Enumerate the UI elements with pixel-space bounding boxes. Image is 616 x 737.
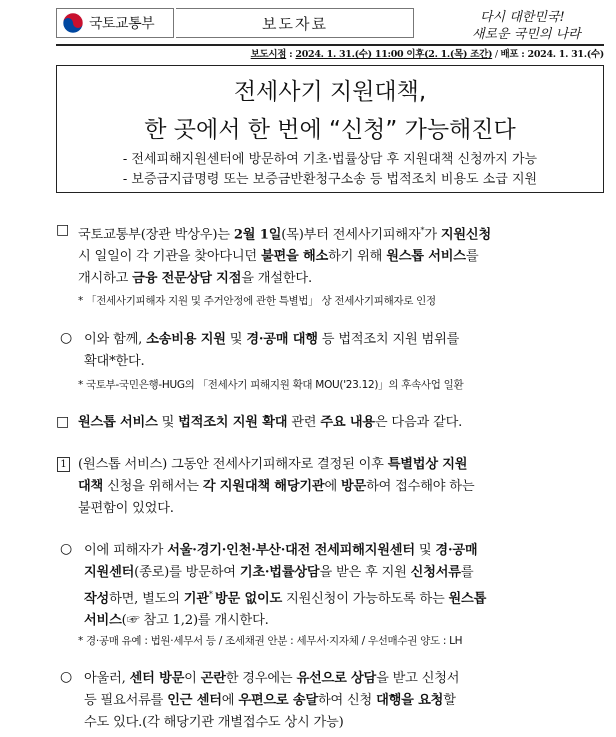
p1-line-1: 국토교통부(장관 박상우)는 2월 1일(목)부터 전세사기피해자*가 지원신청	[78, 226, 492, 243]
bullet-circle: ○	[60, 669, 73, 685]
p5-line-4: 서비스(☞ 참고 1,2)를 개시한다.	[84, 613, 269, 629]
release-label: 보도시점	[250, 49, 287, 60]
p1-line-2: 시 일일이 각 기관을 찾아다니던 불편을 해소하기 위해 원스톱 서비스를	[78, 249, 479, 265]
release-info: 보도시점 : 2024. 1. 31.(수) 11:00 이후(2. 1.(목) 조간) / 배포 : 2024. 1. 31.(수)	[250, 49, 604, 60]
paragraph-5	[84, 540, 589, 632]
subtitle-1: - 전세피해지원센터에 방문하여 기초·법률상담 후 지원대책 신청까지 가능	[122, 152, 538, 167]
release-time: 2024. 1. 31.(수) 11:00 이후(2. 1.(목) 조간)	[295, 49, 493, 60]
paragraph-6	[84, 668, 589, 734]
bullet-square: □	[56, 414, 70, 430]
p4-line-3: 불편함이 있었다.	[78, 501, 174, 516]
distribution-date: 2024. 1. 31.(수)	[527, 49, 604, 60]
p3-line: 원스톱 서비스 및 법적조치 지원 확대 관련 주요 내용은 다음과 같다.	[78, 415, 463, 430]
ministry-name: 국토교통부	[89, 16, 155, 32]
p4-line-1: (원스톱 서비스) 그동안 전세사기피해자로 결정된 이후 특별법상 지원	[78, 457, 468, 472]
title-line-2: 한 곳에서 한 번에 “신청” 가능해진다	[144, 117, 516, 143]
p4-line-2: 대책 신청을 위해서는 각 지원대책 해당기관에 방문하여 접수해야 하는	[78, 479, 475, 494]
p5-line-1: 이에 피해자가 서울·경기·인천·부산·대전 전세피해지원센터 및 경·공매	[84, 543, 478, 558]
p2-line-1: 이와 함께, 소송비용 지원 및 경·공매 대행 등 법적조치 지원 범위를	[84, 332, 460, 347]
doc-type: 보도자료	[262, 15, 328, 33]
svg-text:다시 대한민국!: 다시 대한민국!	[480, 10, 565, 25]
slogan-handwriting	[420, 6, 604, 42]
p6-line-3: 수도 있다.(각 해당기관 개별접수도 상시 가능)	[84, 715, 344, 730]
p6-line-1: 아울러, 센터 방문이 곤란한 경우에는 유선으로 상담을 받고 신청서	[84, 671, 460, 686]
subtitle-2: - 보증금지급명령 또는 보증금반환청구소송 등 법적조치 비용도 소급 지원	[122, 172, 538, 187]
p6-line-2: 등 필요서류를 인근 센터에 우편으로 송달하여 신청 대행을 요청할	[84, 693, 456, 708]
svg-text:새로운 국민의 나라: 새로운 국민의 나라	[472, 27, 581, 42]
footnote-1: * 「전세사기피해자 지원 및 주거안정에 관한 특별법」 상 전세사기피해자로 인정	[78, 295, 436, 307]
distribution-label: 배포	[500, 49, 519, 60]
footnote-2: * 국토부-국민은행-HUG의 「전세사기 피해지원 확대 MOU('23.12)」의 후속사업 일환	[78, 379, 464, 391]
p5-line-2: 지원센터(종로)를 방문하여 기초·법률상담을 받은 후 지원 신청서류를	[84, 565, 474, 580]
section-number-box: 1	[57, 457, 70, 472]
bullet-circle: ○	[60, 541, 73, 557]
paragraph-1	[78, 220, 588, 290]
p2-line-2: 확대*한다.	[84, 354, 145, 369]
footnote-3: * 경·공매 유예 : 법원·세무서 등 / 조세채권 안분 : 세무서·지자체 / 우선매수권 양도 : LH	[78, 635, 463, 647]
paragraph-4	[78, 454, 588, 520]
paragraph-3	[78, 412, 588, 434]
bullet-square: □	[56, 222, 70, 238]
p1-line-3: 개시하고 금융 전문상담 지점을 개설한다.	[78, 271, 312, 287]
ministry-logo-icon	[62, 12, 84, 34]
bullet-circle: ○	[60, 330, 73, 346]
p5-line-3: 작성하면, 별도의 기관* 방문 없이도 지원신청이 가능하도록 하는 원스톱	[84, 590, 487, 607]
paragraph-2	[84, 329, 589, 373]
title-line-1: 전세사기 지원대책,	[233, 79, 427, 105]
